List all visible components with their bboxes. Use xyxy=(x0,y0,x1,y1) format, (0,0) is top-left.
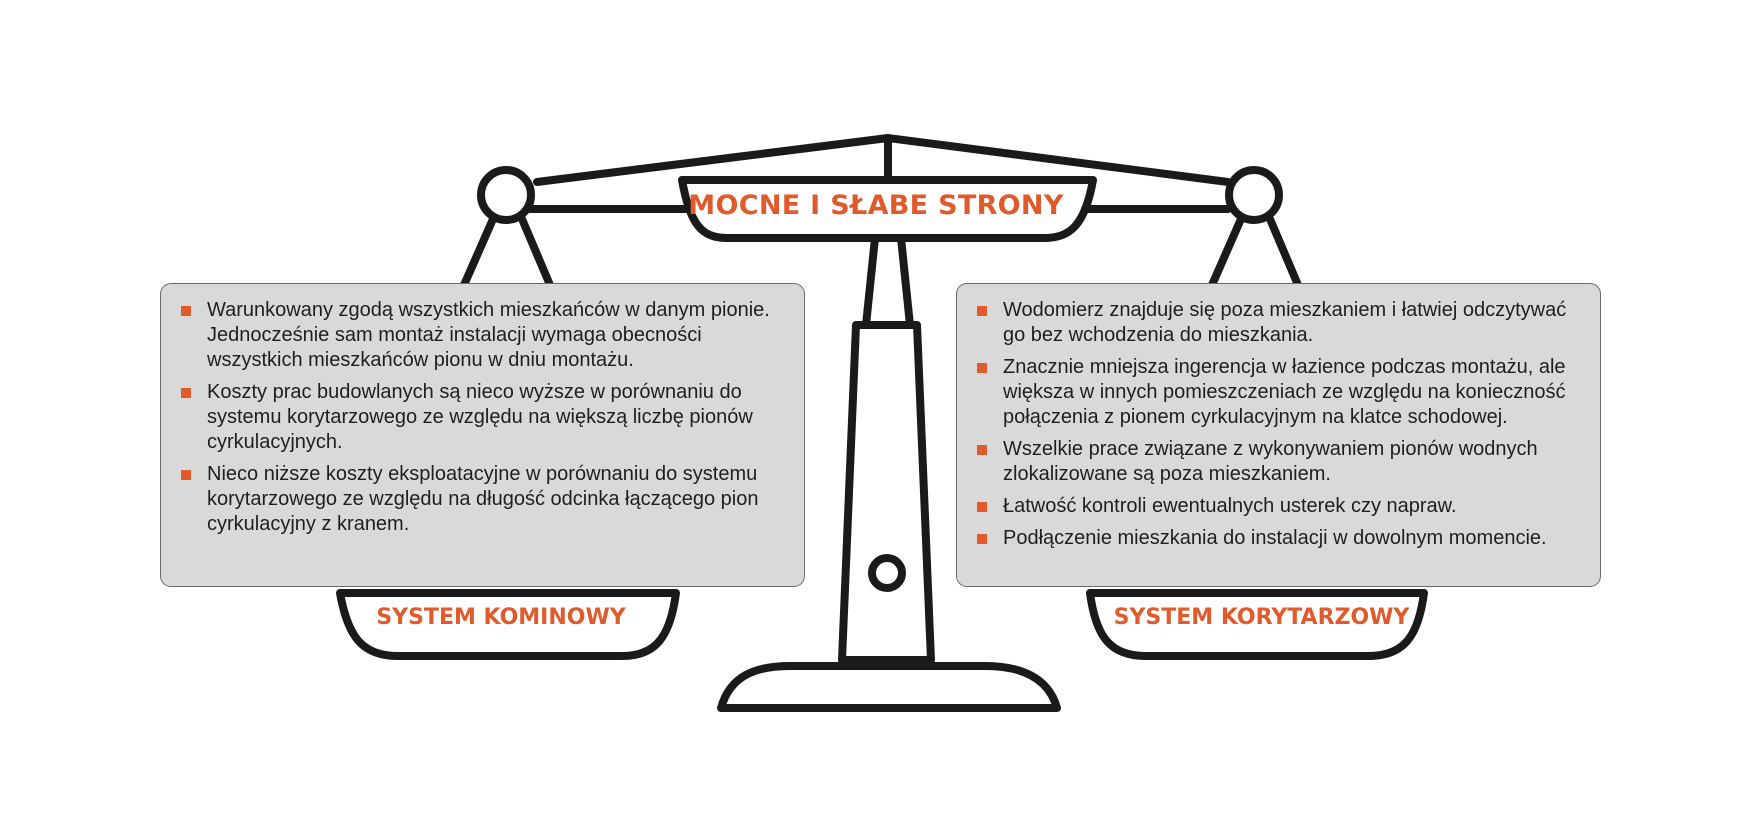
list-item: Wszelkie prace związane z wykonywaniem pionów wodnych zlokalizowane są poza mieszkaniem. xyxy=(975,437,1588,487)
bullet-icon xyxy=(977,534,987,544)
bullet-icon xyxy=(977,306,987,316)
right-string-b xyxy=(1270,219,1298,285)
base-outline xyxy=(721,666,1057,708)
bullet-icon xyxy=(977,363,987,373)
list-item: Podłączenie mieszkania do instalacji w dowolnym momencie. xyxy=(975,526,1588,551)
column-outline xyxy=(842,325,931,660)
right-string-a xyxy=(1212,219,1241,285)
list-item: Znacznie mniejsza ingerencja w łazience podczas montażu, ale większa w innych pomieszczeniach ze względu na konieczność połączenia z pionem cyrkulacyjnym na klatce schodowej. xyxy=(975,355,1588,430)
left-pan-label: SYSTEM KOMINOWY xyxy=(376,605,626,630)
left-string-a xyxy=(464,219,493,285)
left-pivot-circle xyxy=(481,170,531,220)
list-item: Łatwość kontroli ewentualnych usterek czy napraw. xyxy=(975,494,1588,519)
beam-left-upper xyxy=(537,138,888,182)
left-list xyxy=(179,298,792,537)
right-panel xyxy=(956,283,1601,587)
list-item: Warunkowany zgodą wszystkich mieszkańców w danym pionie. Jednocześnie sam montaż instalacji wymaga obecności wszystkich mieszkańców pionu w dniu montażu. xyxy=(179,298,792,373)
diagram-title: MOCNE I SŁABE STRONY xyxy=(688,190,1064,221)
bullet-icon xyxy=(181,306,191,316)
right-list xyxy=(975,298,1588,551)
bullet-icon xyxy=(977,445,987,455)
bullet-icon xyxy=(181,388,191,398)
left-string-b xyxy=(522,219,550,285)
bullet-icon xyxy=(181,470,191,480)
neck-left xyxy=(866,238,875,325)
list-item: Koszty prac budowlanych są nieco wyższe w porównaniu do systemu korytarzowego ze względu na większą liczbę pionów cyrkulacyjnych. xyxy=(179,380,792,455)
right-pan-label: SYSTEM KORYTARZOWY xyxy=(1113,605,1410,630)
column-hole-circle xyxy=(872,558,902,588)
beam-right-upper xyxy=(888,138,1228,182)
list-item: Nieco niższe koszty eksploatacyjne w porównaniu do systemu korytarzowego ze względu na długość odcinka łączącego pion cyrkulacyjny z kranem. xyxy=(179,462,792,537)
bullet-icon xyxy=(977,502,987,512)
list-item: Wodomierz znajduje się poza mieszkaniem i łatwiej odczytywać go bez wchodzenia do mieszkania. xyxy=(975,298,1588,348)
neck-right xyxy=(901,238,910,325)
left-panel xyxy=(160,283,805,587)
right-pivot-circle xyxy=(1229,170,1279,220)
